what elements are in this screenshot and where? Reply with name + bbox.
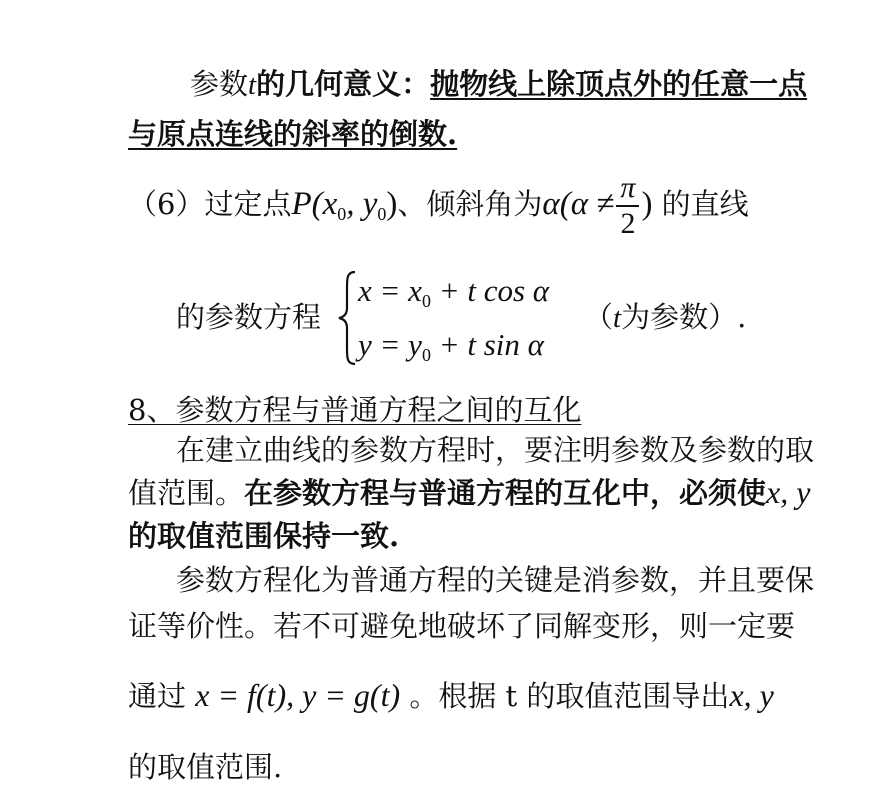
section8-heading: 8、参数方程与普通方程之间的互化	[128, 393, 582, 427]
t-meaning-line-2: 与原点连线的斜率的倒数.	[128, 117, 458, 151]
p2-line3-xy: x, y	[729, 677, 774, 713]
item6-prefix: （6）过定点	[128, 187, 292, 221]
eq2-left: y = y	[358, 327, 422, 362]
eq2-right: + t sin α	[430, 327, 544, 362]
equation-row-1	[358, 272, 549, 320]
t-meaning-lead: 参数	[190, 67, 249, 101]
item6-close: )	[386, 186, 398, 222]
t-meaning-text-1: 抛物线上除顶点外的任意一点	[430, 67, 808, 101]
eq2-sub: 0	[421, 345, 431, 365]
section8-p1-line-3: 的取值范围保持一致.	[128, 519, 400, 553]
pi-over-2-fraction	[616, 171, 639, 241]
fraction-denominator: 2	[620, 207, 636, 240]
section8-p2-line-4: 的取值范围.	[128, 750, 283, 784]
section8-p2-line-1: 参数方程化为普通方程的关键是消参数，并且要保	[176, 563, 815, 597]
section8-p2-line-3	[128, 677, 774, 714]
p2-line3-a: 通过	[128, 679, 187, 713]
p1-line2-xy: x, y	[766, 474, 811, 510]
t-meaning-label: 的几何意义：	[256, 67, 431, 101]
fraction-numerator: π	[616, 171, 639, 207]
section8-p1-line-2	[128, 474, 810, 511]
equation-lead: 的参数方程	[176, 300, 322, 334]
equation-row-2	[358, 326, 544, 374]
eq1-left: x = x	[358, 273, 422, 308]
note-t: t	[613, 302, 622, 334]
eq1-sub: 0	[421, 291, 431, 311]
p2-line3-b: 。根据 t 的取值范围导出	[409, 679, 730, 713]
item6-comma: , y	[346, 186, 378, 222]
p1-line2-a: 值范围。	[128, 476, 245, 510]
item6-mid: 、倾斜角为	[397, 187, 543, 221]
note-open: （	[584, 300, 614, 334]
item6-sub-0b: 0	[377, 204, 387, 224]
eq1-right: + t cos α	[430, 273, 550, 308]
equation-note	[584, 299, 746, 336]
left-brace-icon	[337, 270, 359, 366]
item6-sub-0a: 0	[337, 204, 347, 224]
t-variable: t	[248, 69, 257, 101]
section8-p1-line-1: 在建立曲线的参数方程时，要注明参数及参数的取	[176, 433, 815, 467]
section8-p2-line-2: 证等价性。若不可避免地破坏了同解变形，则一定要	[128, 609, 796, 643]
note-rest: 为参数）.	[621, 300, 747, 334]
item6-point: P(x	[291, 186, 338, 222]
p2-line3-math: x = f(t), y = g(t)	[195, 677, 401, 713]
item6-alpha: α(α ≠	[542, 186, 615, 222]
item6-line	[128, 168, 749, 250]
item6-close-2: )	[641, 186, 653, 222]
p1-line2-b: 在参数方程与普通方程的互化中，必须使	[244, 476, 767, 510]
item6-suffix: 的直线	[661, 187, 749, 221]
t-meaning-line-1	[190, 66, 807, 103]
